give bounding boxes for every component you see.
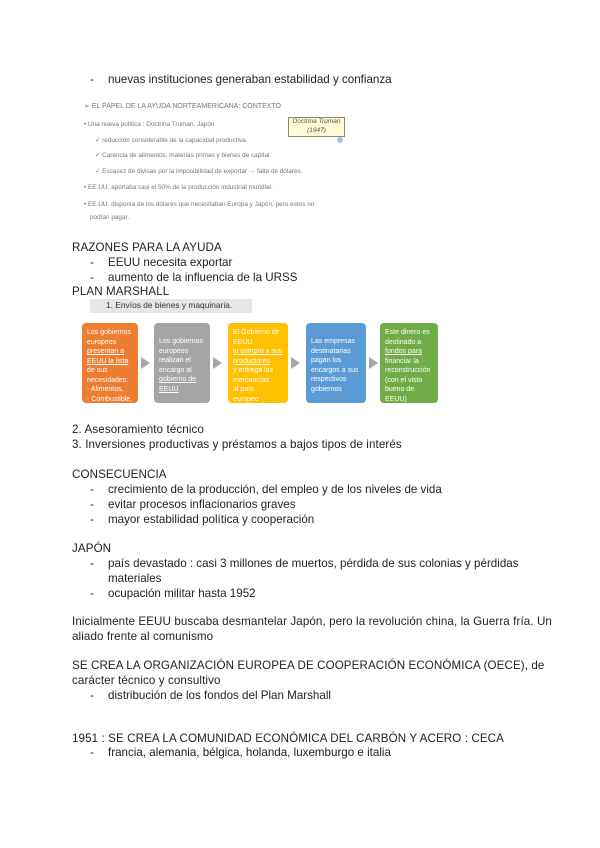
context-line-1: • Una nueva política : Doctrina Truman. Japón	[84, 121, 215, 128]
flow-line: reconstrucción	[385, 367, 431, 374]
flow-line: realizan el	[159, 357, 191, 364]
consecuencia-title: CONSECUENCIA	[72, 468, 167, 481]
context-check-1: ✓ reducción considerable de la capacidad productiva.	[95, 137, 248, 144]
dash-marker: -	[90, 498, 94, 511]
flow-line: Este dinero es	[385, 329, 430, 336]
flow-line: El Gobierno de	[233, 329, 280, 336]
context-check-3: ✓ Escasez de divisas por la imposibilidad de exportar → falta de dólares.	[95, 168, 303, 175]
flow-box-5	[380, 323, 438, 403]
dash-marker: -	[90, 73, 94, 86]
flow-line: destinatarias	[311, 347, 351, 355]
consecuencia-item: mayor estabilidad política y cooperación	[108, 513, 315, 526]
consecuencia-item: crecimiento de la producción, del empleo y de los niveles de vida	[108, 483, 442, 496]
dash-marker: -	[90, 483, 94, 496]
consecuencia-item: evitar procesos inflacionarios graves	[108, 498, 296, 511]
dash-marker: -	[90, 587, 94, 600]
oece-line-1: SE CREA LA ORGANIZACIÓN EUROPEA DE COOPERACIÓN ECONÓMICA (OECE), de	[72, 659, 545, 672]
flow-line: presentan a	[87, 348, 124, 355]
flow-line: EEUU	[159, 385, 179, 393]
flow-line: - Combustible,	[87, 395, 133, 403]
flow-line: financiar la	[385, 357, 419, 365]
context-heading: ➢ EL PAPEL DE LA AYUDA NORTEAMERICANA: CONTEXTO	[84, 103, 281, 110]
flow-arrow	[141, 357, 150, 369]
japon-item-2: ocupación militar hasta 1952	[108, 587, 256, 600]
flow-line: europeos	[87, 338, 117, 346]
context-check-2: ✓ Carencia de alimentos, materias primas y bienes de capital.	[95, 152, 272, 159]
flow-line: gobierno de	[159, 376, 196, 383]
dash-marker: -	[90, 746, 94, 759]
flow-line: (con el visto	[385, 376, 423, 384]
flow-arrow	[291, 357, 300, 369]
context-line-3a: • EE.UU. disponía de los dólares que necesitaban Europa y Japón, pero estos no	[84, 201, 315, 208]
flow-line: bueno de EEUU)	[385, 386, 415, 403]
japon-item-1-line-1: país devastado : casi 3 millones de muertos, pérdida de sus colonias y pérdidas	[108, 557, 519, 570]
intro-bullet: nuevas instituciones generaban estabilidad y confianza	[108, 73, 392, 86]
context-line-3b: podían pagar.	[90, 214, 130, 221]
dash-marker: -	[90, 689, 94, 702]
flow-line: productores	[233, 357, 270, 365]
flow-line: Los gobiernos	[159, 338, 203, 345]
flow-line: fondos para	[385, 348, 422, 355]
flow-line: Las empresas	[311, 338, 355, 345]
flow-line: mercancías	[233, 376, 270, 384]
ceca-item: francia, alemania, bélgica, holanda, luxemburgo e italia	[108, 746, 391, 759]
oece-line-2: carácter técnico y consultivo	[72, 674, 221, 687]
flow-box-1	[82, 323, 138, 412]
razones-item: aumento de la influencia de la URSS	[108, 271, 298, 284]
flow-line: - Maquinaria	[87, 405, 126, 412]
numbered-item-2: 2. Asesoramiento técnico	[72, 423, 204, 436]
plan-title: PLAN MARSHALL	[72, 285, 170, 298]
razones-item: EEUU necesita exportar	[108, 256, 233, 269]
flow-line: EEUU	[233, 338, 253, 346]
flow-line: europeo	[233, 395, 259, 403]
context-line-2: • EE.UU. aportaba casi el 50% de la producción industrial mundial.	[84, 184, 273, 191]
numbered-item-3: 3. Inversiones productivas y préstamos a bajos tipos de interés	[72, 438, 402, 451]
flow-line: de sus	[87, 367, 108, 374]
flow-line: encargo al	[159, 366, 192, 374]
flow-line: EEUU la lista	[87, 357, 129, 365]
doctrina-truman-note	[288, 117, 345, 137]
dash-marker: -	[90, 256, 94, 269]
flow-line: destinado a	[385, 338, 422, 346]
flow-box-3	[228, 323, 288, 403]
flow-line: europeos	[159, 347, 189, 355]
note-line-1: Doctrina Truman	[292, 118, 341, 125]
ceca-title: 1951 : SE CREA LA COMUNIDAD ECONÓMICA DEL CARBÓN Y ACERO : CECA	[72, 732, 504, 745]
flow-line: y entrega las	[233, 367, 274, 374]
japon-title: JAPÓN	[72, 542, 112, 555]
flow-line: pagan los	[311, 357, 342, 364]
flow-box-2	[154, 323, 210, 403]
dash-marker: -	[90, 271, 94, 284]
flow-box-4	[306, 323, 366, 403]
paragraph-line-1: Inicialmente EEUU buscaba desmantelar Japón, pero la revolución china, la Guerra fría. Un	[72, 615, 552, 628]
numbered-item-1: 1. Envíos de bienes y maquinaria.	[106, 300, 233, 310]
dash-marker: -	[90, 557, 94, 570]
razones-title: RAZONES PARA LA AYUDA	[72, 241, 222, 254]
note-anchor-dot	[337, 137, 343, 143]
japon-item-1-line-2: materiales	[108, 572, 162, 585]
note-line-2: (1947)	[307, 126, 326, 134]
flow-arrow	[369, 357, 378, 369]
flow-line: encargos a sus	[311, 366, 359, 374]
flow-line: lo compra a sus	[233, 348, 283, 355]
flow-line: Los gobiernos	[87, 329, 131, 336]
oece-item: distribución de los fondos del Plan Marshall	[108, 689, 331, 702]
flow-line: al país	[233, 386, 254, 393]
dash-marker: -	[90, 513, 94, 526]
flow-line: necesidades:	[87, 376, 129, 384]
flow-arrow	[213, 357, 222, 369]
flow-line: - Alimentos,	[87, 386, 124, 393]
flow-line: gobiernos	[311, 385, 342, 393]
paragraph-line-2: aliado frente al comunismo	[72, 630, 214, 643]
flow-line: respectivos	[311, 376, 347, 383]
